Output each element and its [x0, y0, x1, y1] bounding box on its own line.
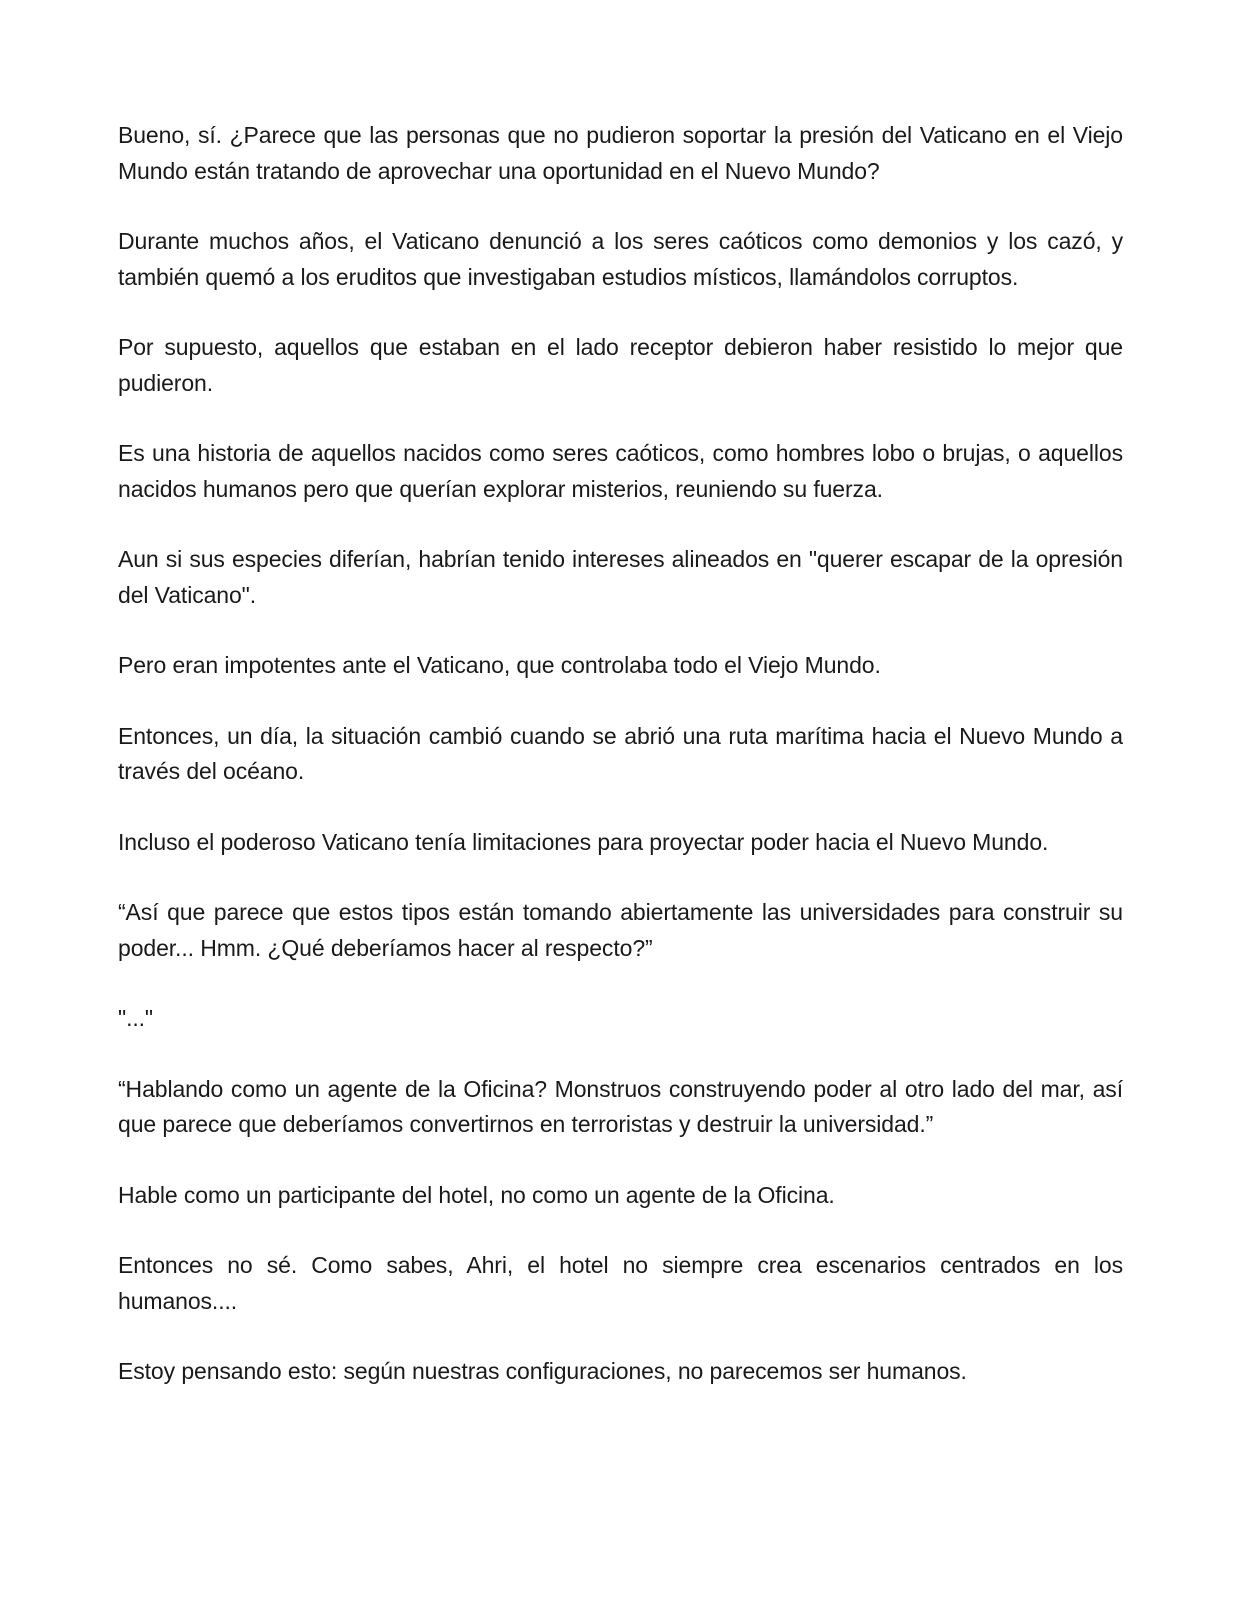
paragraph-12: Hable como un participante del hotel, no como un agente de la Oficina.: [118, 1181, 835, 1208]
paragraph-5: Aun si sus especies diferían, habrían tenido intereses alineados en "querer escapar de la opresión del Vaticano".: [118, 546, 1123, 608]
paragraph-2: Durante muchos años, el Vaticano denunció a los seres caóticos como demonios y los cazó, y también quemó a los eruditos que investigaban estudios místicos, llamándolos corruptos.: [118, 228, 1123, 290]
paragraph-13: Entonces no sé. Como sabes, Ahri, el hotel no siempre crea escenarios centrados en los humanos....: [118, 1252, 1123, 1314]
paragraph-14: Estoy pensando esto: según nuestras configuraciones, no parecemos ser humanos.: [118, 1358, 967, 1384]
paragraph-7: Entonces, un día, la situación cambió cuando se abrió una ruta marítima hacia el Nuevo Mundo a través del océano.: [118, 722, 1123, 784]
paragraph-8: Incluso el poderoso Vaticano tenía limitaciones para proyectar poder hacia el Nuevo Mundo.: [118, 828, 1049, 855]
paragraph-3: Por supuesto, aquellos que estaban en el lado receptor debieron haber resistido lo mejor que pudieron.: [118, 334, 1123, 396]
document-body: [118, 118, 1123, 1390]
paragraph-1: Bueno, sí. ¿Parece que las personas que no pudieron soportar la presión del Vaticano en el Viejo Mundo están tratando de aprovechar una oportunidad en el Nuevo Mundo?: [118, 122, 1123, 184]
paragraph-11: “Hablando como un agente de la Oficina? Monstruos construyendo poder al otro lado del mar, así que parece que deberíamos convertirnos en terroristas y destruir la universidad.”: [118, 1075, 1123, 1137]
paragraph-9: “Así que parece que estos tipos están tomando abiertamente las universidades para construir su poder... Hmm. ¿Qué deberíamos hacer al respecto?”: [118, 899, 1123, 961]
paragraph-6: Pero eran impotentes ante el Vaticano, que controlaba todo el Viejo Mundo.: [118, 652, 881, 678]
paragraph-10: "...": [118, 1005, 153, 1031]
paragraph-4: Es una historia de aquellos nacidos como seres caóticos, como hombres lobo o brujas, o aquellos nacidos humanos pero que querían explorar misterios, reuniendo su fuerza.: [118, 440, 1123, 502]
